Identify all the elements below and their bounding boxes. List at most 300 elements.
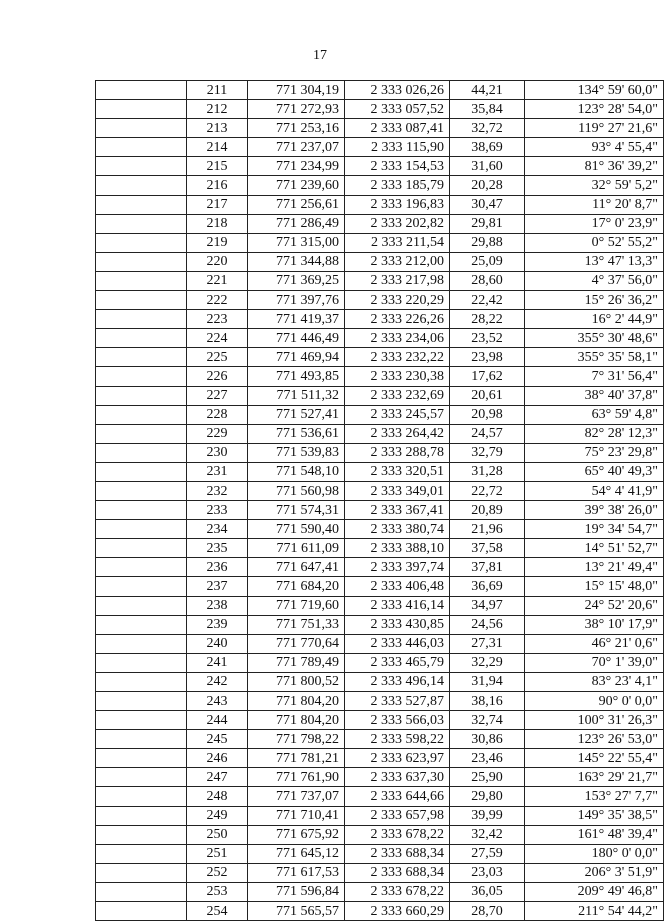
point-number-cell: 249 bbox=[187, 806, 248, 825]
x-coordinate-cell: 771 304,19 bbox=[248, 81, 345, 100]
empty-cell bbox=[96, 577, 187, 596]
x-coordinate-cell: 771 804,20 bbox=[248, 711, 345, 730]
table-row bbox=[96, 214, 664, 233]
empty-cell bbox=[96, 711, 187, 730]
x-coordinate-cell: 771 596,84 bbox=[248, 882, 345, 901]
bearing-cell: 100° 31' 26,3" bbox=[525, 711, 664, 730]
point-number-cell: 248 bbox=[187, 787, 248, 806]
y-coordinate-cell: 2 333 154,53 bbox=[345, 157, 450, 176]
point-number-cell: 254 bbox=[187, 902, 248, 921]
y-coordinate-cell: 2 333 566,03 bbox=[345, 711, 450, 730]
bearing-cell: 14° 51' 52,7" bbox=[525, 539, 664, 558]
y-coordinate-cell: 2 333 688,34 bbox=[345, 844, 450, 863]
table-row bbox=[96, 863, 664, 882]
x-coordinate-cell: 771 527,41 bbox=[248, 405, 345, 424]
bearing-cell: 90° 0' 0,0" bbox=[525, 692, 664, 711]
distance-cell: 29,88 bbox=[450, 233, 525, 252]
distance-cell: 23,46 bbox=[450, 749, 525, 768]
empty-cell bbox=[96, 501, 187, 520]
bearing-cell: 123° 28' 54,0" bbox=[525, 100, 664, 119]
table-row bbox=[96, 711, 664, 730]
distance-cell: 23,03 bbox=[450, 863, 525, 882]
x-coordinate-cell: 771 237,07 bbox=[248, 138, 345, 157]
distance-cell: 22,42 bbox=[450, 291, 525, 310]
bearing-cell: 15° 26' 36,2" bbox=[525, 291, 664, 310]
y-coordinate-cell: 2 333 688,34 bbox=[345, 863, 450, 882]
point-number-cell: 220 bbox=[187, 252, 248, 271]
point-number-cell: 230 bbox=[187, 443, 248, 462]
x-coordinate-cell: 771 539,83 bbox=[248, 443, 345, 462]
y-coordinate-cell: 2 333 217,98 bbox=[345, 271, 450, 290]
point-number-cell: 240 bbox=[187, 634, 248, 653]
empty-cell bbox=[96, 271, 187, 290]
table-row bbox=[96, 443, 664, 462]
distance-cell: 38,69 bbox=[450, 138, 525, 157]
table-row bbox=[96, 252, 664, 271]
distance-cell: 34,97 bbox=[450, 596, 525, 615]
x-coordinate-cell: 771 286,49 bbox=[248, 214, 345, 233]
distance-cell: 39,99 bbox=[450, 806, 525, 825]
bearing-cell: 38° 10' 17,9" bbox=[525, 615, 664, 634]
bearing-cell: 70° 1' 39,0" bbox=[525, 653, 664, 672]
coordinates-table-body bbox=[96, 81, 664, 921]
distance-cell: 28,70 bbox=[450, 902, 525, 921]
distance-cell: 31,94 bbox=[450, 672, 525, 691]
table-row bbox=[96, 291, 664, 310]
bearing-cell: 38° 40' 37,8" bbox=[525, 386, 664, 405]
bearing-cell: 75° 23' 29,8" bbox=[525, 443, 664, 462]
distance-cell: 32,79 bbox=[450, 443, 525, 462]
empty-cell bbox=[96, 768, 187, 787]
table-row bbox=[96, 138, 664, 157]
empty-cell bbox=[96, 520, 187, 539]
y-coordinate-cell: 2 333 220,29 bbox=[345, 291, 450, 310]
y-coordinate-cell: 2 333 230,38 bbox=[345, 367, 450, 386]
y-coordinate-cell: 2 333 623,97 bbox=[345, 749, 450, 768]
y-coordinate-cell: 2 333 234,06 bbox=[345, 329, 450, 348]
table-row bbox=[96, 844, 664, 863]
bearing-cell: 13° 47' 13,3" bbox=[525, 252, 664, 271]
y-coordinate-cell: 2 333 057,52 bbox=[345, 100, 450, 119]
empty-cell bbox=[96, 252, 187, 271]
point-number-cell: 217 bbox=[187, 195, 248, 214]
point-number-cell: 238 bbox=[187, 596, 248, 615]
empty-cell bbox=[96, 787, 187, 806]
empty-cell bbox=[96, 825, 187, 844]
bearing-cell: 161° 48' 39,4" bbox=[525, 825, 664, 844]
table-row bbox=[96, 577, 664, 596]
table-row bbox=[96, 271, 664, 290]
y-coordinate-cell: 2 333 211,54 bbox=[345, 233, 450, 252]
table-row bbox=[96, 481, 664, 500]
point-number-cell: 234 bbox=[187, 520, 248, 539]
x-coordinate-cell: 771 675,92 bbox=[248, 825, 345, 844]
bearing-cell: 24° 52' 20,6" bbox=[525, 596, 664, 615]
table-row bbox=[96, 405, 664, 424]
x-coordinate-cell: 771 761,90 bbox=[248, 768, 345, 787]
y-coordinate-cell: 2 333 678,22 bbox=[345, 825, 450, 844]
bearing-cell: 17° 0' 23,9" bbox=[525, 214, 664, 233]
distance-cell: 36,69 bbox=[450, 577, 525, 596]
distance-cell: 44,21 bbox=[450, 81, 525, 100]
empty-cell bbox=[96, 119, 187, 138]
x-coordinate-cell: 771 560,98 bbox=[248, 481, 345, 500]
point-number-cell: 253 bbox=[187, 882, 248, 901]
empty-cell bbox=[96, 902, 187, 921]
table-row bbox=[96, 806, 664, 825]
y-coordinate-cell: 2 333 349,01 bbox=[345, 481, 450, 500]
distance-cell: 28,22 bbox=[450, 310, 525, 329]
empty-cell bbox=[96, 692, 187, 711]
bearing-cell: 19° 34' 54,7" bbox=[525, 520, 664, 539]
y-coordinate-cell: 2 333 226,26 bbox=[345, 310, 450, 329]
distance-cell: 28,60 bbox=[450, 271, 525, 290]
table-row bbox=[96, 653, 664, 672]
bearing-cell: 11° 20' 8,7" bbox=[525, 195, 664, 214]
y-coordinate-cell: 2 333 416,14 bbox=[345, 596, 450, 615]
empty-cell bbox=[96, 806, 187, 825]
distance-cell: 27,31 bbox=[450, 634, 525, 653]
x-coordinate-cell: 771 647,41 bbox=[248, 558, 345, 577]
point-number-cell: 250 bbox=[187, 825, 248, 844]
x-coordinate-cell: 771 789,49 bbox=[248, 653, 345, 672]
y-coordinate-cell: 2 333 115,90 bbox=[345, 138, 450, 157]
empty-cell bbox=[96, 386, 187, 405]
empty-cell bbox=[96, 405, 187, 424]
empty-cell bbox=[96, 367, 187, 386]
distance-cell: 17,62 bbox=[450, 367, 525, 386]
empty-cell bbox=[96, 138, 187, 157]
x-coordinate-cell: 771 800,52 bbox=[248, 672, 345, 691]
y-coordinate-cell: 2 333 212,00 bbox=[345, 252, 450, 271]
x-coordinate-cell: 771 804,20 bbox=[248, 692, 345, 711]
distance-cell: 24,56 bbox=[450, 615, 525, 634]
x-coordinate-cell: 771 645,12 bbox=[248, 844, 345, 863]
point-number-cell: 243 bbox=[187, 692, 248, 711]
y-coordinate-cell: 2 333 288,78 bbox=[345, 443, 450, 462]
empty-cell bbox=[96, 596, 187, 615]
table-row bbox=[96, 615, 664, 634]
distance-cell: 30,86 bbox=[450, 730, 525, 749]
bearing-cell: 206° 3' 51,9" bbox=[525, 863, 664, 882]
table-row bbox=[96, 520, 664, 539]
point-number-cell: 214 bbox=[187, 138, 248, 157]
table-row bbox=[96, 539, 664, 558]
x-coordinate-cell: 771 719,60 bbox=[248, 596, 345, 615]
y-coordinate-cell: 2 333 232,69 bbox=[345, 386, 450, 405]
distance-cell: 30,47 bbox=[450, 195, 525, 214]
distance-cell: 36,05 bbox=[450, 882, 525, 901]
empty-cell bbox=[96, 882, 187, 901]
page-number: 17 bbox=[313, 48, 327, 63]
table-row bbox=[96, 310, 664, 329]
y-coordinate-cell: 2 333 446,03 bbox=[345, 634, 450, 653]
y-coordinate-cell: 2 333 087,41 bbox=[345, 119, 450, 138]
empty-cell bbox=[96, 348, 187, 367]
point-number-cell: 213 bbox=[187, 119, 248, 138]
y-coordinate-cell: 2 333 264,42 bbox=[345, 424, 450, 443]
table-row bbox=[96, 596, 664, 615]
point-number-cell: 236 bbox=[187, 558, 248, 577]
empty-cell bbox=[96, 462, 187, 481]
point-number-cell: 212 bbox=[187, 100, 248, 119]
y-coordinate-cell: 2 333 657,98 bbox=[345, 806, 450, 825]
table-row bbox=[96, 882, 664, 901]
x-coordinate-cell: 771 617,53 bbox=[248, 863, 345, 882]
distance-cell: 32,72 bbox=[450, 119, 525, 138]
point-number-cell: 224 bbox=[187, 329, 248, 348]
table-row bbox=[96, 462, 664, 481]
y-coordinate-cell: 2 333 637,30 bbox=[345, 768, 450, 787]
x-coordinate-cell: 771 493,85 bbox=[248, 367, 345, 386]
point-number-cell: 225 bbox=[187, 348, 248, 367]
x-coordinate-cell: 771 781,21 bbox=[248, 749, 345, 768]
x-coordinate-cell: 771 272,93 bbox=[248, 100, 345, 119]
bearing-cell: 81° 36' 39,2" bbox=[525, 157, 664, 176]
x-coordinate-cell: 771 256,61 bbox=[248, 195, 345, 214]
distance-cell: 23,98 bbox=[450, 348, 525, 367]
table-row bbox=[96, 501, 664, 520]
distance-cell: 29,81 bbox=[450, 214, 525, 233]
table-row bbox=[96, 367, 664, 386]
x-coordinate-cell: 771 511,32 bbox=[248, 386, 345, 405]
point-number-cell: 228 bbox=[187, 405, 248, 424]
point-number-cell: 219 bbox=[187, 233, 248, 252]
x-coordinate-cell: 771 684,20 bbox=[248, 577, 345, 596]
bearing-cell: 46° 21' 0,6" bbox=[525, 634, 664, 653]
bearing-cell: 54° 4' 41,9" bbox=[525, 481, 664, 500]
bearing-cell: 180° 0' 0,0" bbox=[525, 844, 664, 863]
bearing-cell: 145° 22' 55,4" bbox=[525, 749, 664, 768]
x-coordinate-cell: 771 469,94 bbox=[248, 348, 345, 367]
point-number-cell: 232 bbox=[187, 481, 248, 500]
empty-cell bbox=[96, 539, 187, 558]
bearing-cell: 63° 59' 4,8" bbox=[525, 405, 664, 424]
bearing-cell: 0° 52' 55,2" bbox=[525, 233, 664, 252]
point-number-cell: 235 bbox=[187, 539, 248, 558]
x-coordinate-cell: 771 344,88 bbox=[248, 252, 345, 271]
empty-cell bbox=[96, 749, 187, 768]
x-coordinate-cell: 771 536,61 bbox=[248, 424, 345, 443]
bearing-cell: 153° 27' 7,7" bbox=[525, 787, 664, 806]
bearing-cell: 149° 35' 38,5" bbox=[525, 806, 664, 825]
empty-cell bbox=[96, 100, 187, 119]
x-coordinate-cell: 771 611,09 bbox=[248, 539, 345, 558]
point-number-cell: 246 bbox=[187, 749, 248, 768]
bearing-cell: 123° 26' 53,0" bbox=[525, 730, 664, 749]
point-number-cell: 223 bbox=[187, 310, 248, 329]
y-coordinate-cell: 2 333 598,22 bbox=[345, 730, 450, 749]
table-row bbox=[96, 787, 664, 806]
x-coordinate-cell: 771 770,64 bbox=[248, 634, 345, 653]
point-number-cell: 221 bbox=[187, 271, 248, 290]
point-number-cell: 245 bbox=[187, 730, 248, 749]
point-number-cell: 233 bbox=[187, 501, 248, 520]
empty-cell bbox=[96, 558, 187, 577]
empty-cell bbox=[96, 176, 187, 195]
bearing-cell: 7° 31' 56,4" bbox=[525, 367, 664, 386]
point-number-cell: 251 bbox=[187, 844, 248, 863]
distance-cell: 32,74 bbox=[450, 711, 525, 730]
x-coordinate-cell: 771 751,33 bbox=[248, 615, 345, 634]
bearing-cell: 13° 21' 49,4" bbox=[525, 558, 664, 577]
x-coordinate-cell: 771 253,16 bbox=[248, 119, 345, 138]
table-row bbox=[96, 558, 664, 577]
point-number-cell: 227 bbox=[187, 386, 248, 405]
x-coordinate-cell: 771 234,99 bbox=[248, 157, 345, 176]
point-number-cell: 231 bbox=[187, 462, 248, 481]
y-coordinate-cell: 2 333 660,29 bbox=[345, 902, 450, 921]
empty-cell bbox=[96, 310, 187, 329]
empty-cell bbox=[96, 863, 187, 882]
bearing-cell: 15° 15' 48,0" bbox=[525, 577, 664, 596]
point-number-cell: 241 bbox=[187, 653, 248, 672]
bearing-cell: 119° 27' 21,6" bbox=[525, 119, 664, 138]
empty-cell bbox=[96, 634, 187, 653]
distance-cell: 31,28 bbox=[450, 462, 525, 481]
point-number-cell: 247 bbox=[187, 768, 248, 787]
y-coordinate-cell: 2 333 232,22 bbox=[345, 348, 450, 367]
table-row bbox=[96, 902, 664, 921]
y-coordinate-cell: 2 333 397,74 bbox=[345, 558, 450, 577]
point-number-cell: 226 bbox=[187, 367, 248, 386]
y-coordinate-cell: 2 333 380,74 bbox=[345, 520, 450, 539]
distance-cell: 20,61 bbox=[450, 386, 525, 405]
point-number-cell: 252 bbox=[187, 863, 248, 882]
y-coordinate-cell: 2 333 406,48 bbox=[345, 577, 450, 596]
distance-cell: 25,09 bbox=[450, 252, 525, 271]
x-coordinate-cell: 771 315,00 bbox=[248, 233, 345, 252]
point-number-cell: 242 bbox=[187, 672, 248, 691]
point-number-cell: 211 bbox=[187, 81, 248, 100]
y-coordinate-cell: 2 333 496,14 bbox=[345, 672, 450, 691]
empty-cell bbox=[96, 443, 187, 462]
empty-cell bbox=[96, 329, 187, 348]
table-row bbox=[96, 749, 664, 768]
empty-cell bbox=[96, 672, 187, 691]
bearing-cell: 65° 40' 49,3" bbox=[525, 462, 664, 481]
x-coordinate-cell: 771 574,31 bbox=[248, 501, 345, 520]
bearing-cell: 93° 4' 55,4" bbox=[525, 138, 664, 157]
empty-cell bbox=[96, 424, 187, 443]
distance-cell: 25,90 bbox=[450, 768, 525, 787]
x-coordinate-cell: 771 239,60 bbox=[248, 176, 345, 195]
table-row bbox=[96, 233, 664, 252]
bearing-cell: 16° 2' 44,9" bbox=[525, 310, 664, 329]
x-coordinate-cell: 771 548,10 bbox=[248, 462, 345, 481]
y-coordinate-cell: 2 333 527,87 bbox=[345, 692, 450, 711]
distance-cell: 37,81 bbox=[450, 558, 525, 577]
bearing-cell: 355° 35' 58,1" bbox=[525, 348, 664, 367]
bearing-cell: 211° 54' 44,2" bbox=[525, 902, 664, 921]
point-number-cell: 215 bbox=[187, 157, 248, 176]
distance-cell: 23,52 bbox=[450, 329, 525, 348]
y-coordinate-cell: 2 333 367,41 bbox=[345, 501, 450, 520]
distance-cell: 24,57 bbox=[450, 424, 525, 443]
table-row bbox=[96, 730, 664, 749]
bearing-cell: 39° 38' 26,0" bbox=[525, 501, 664, 520]
table-row bbox=[96, 672, 664, 691]
distance-cell: 20,98 bbox=[450, 405, 525, 424]
table-row bbox=[96, 329, 664, 348]
x-coordinate-cell: 771 798,22 bbox=[248, 730, 345, 749]
empty-cell bbox=[96, 157, 187, 176]
bearing-cell: 83° 23' 4,1" bbox=[525, 672, 664, 691]
point-number-cell: 237 bbox=[187, 577, 248, 596]
distance-cell: 20,89 bbox=[450, 501, 525, 520]
empty-cell bbox=[96, 233, 187, 252]
bearing-cell: 4° 37' 56,0" bbox=[525, 271, 664, 290]
x-coordinate-cell: 771 419,37 bbox=[248, 310, 345, 329]
empty-cell bbox=[96, 81, 187, 100]
distance-cell: 38,16 bbox=[450, 692, 525, 711]
y-coordinate-cell: 2 333 026,26 bbox=[345, 81, 450, 100]
x-coordinate-cell: 771 446,49 bbox=[248, 329, 345, 348]
point-number-cell: 216 bbox=[187, 176, 248, 195]
table-row bbox=[96, 119, 664, 138]
distance-cell: 29,80 bbox=[450, 787, 525, 806]
y-coordinate-cell: 2 333 465,79 bbox=[345, 653, 450, 672]
y-coordinate-cell: 2 333 678,22 bbox=[345, 882, 450, 901]
bearing-cell: 134° 59' 60,0" bbox=[525, 81, 664, 100]
empty-cell bbox=[96, 291, 187, 310]
y-coordinate-cell: 2 333 644,66 bbox=[345, 787, 450, 806]
point-number-cell: 218 bbox=[187, 214, 248, 233]
bearing-cell: 355° 30' 48,6" bbox=[525, 329, 664, 348]
distance-cell: 32,42 bbox=[450, 825, 525, 844]
y-coordinate-cell: 2 333 388,10 bbox=[345, 539, 450, 558]
bearing-cell: 32° 59' 5,2" bbox=[525, 176, 664, 195]
bearing-cell: 163° 29' 21,7" bbox=[525, 768, 664, 787]
empty-cell bbox=[96, 653, 187, 672]
distance-cell: 21,96 bbox=[450, 520, 525, 539]
bearing-cell: 82° 28' 12,3" bbox=[525, 424, 664, 443]
point-number-cell: 244 bbox=[187, 711, 248, 730]
table-row bbox=[96, 386, 664, 405]
bearing-cell: 209° 49' 46,8" bbox=[525, 882, 664, 901]
y-coordinate-cell: 2 333 245,57 bbox=[345, 405, 450, 424]
distance-cell: 20,28 bbox=[450, 176, 525, 195]
x-coordinate-cell: 771 397,76 bbox=[248, 291, 345, 310]
distance-cell: 32,29 bbox=[450, 653, 525, 672]
table-row bbox=[96, 176, 664, 195]
table-row bbox=[96, 825, 664, 844]
table-row bbox=[96, 768, 664, 787]
x-coordinate-cell: 771 710,41 bbox=[248, 806, 345, 825]
coordinates-table bbox=[95, 80, 664, 921]
table-row bbox=[96, 81, 664, 100]
table-row bbox=[96, 634, 664, 653]
empty-cell bbox=[96, 844, 187, 863]
table-row bbox=[96, 692, 664, 711]
distance-cell: 22,72 bbox=[450, 481, 525, 500]
x-coordinate-cell: 771 369,25 bbox=[248, 271, 345, 290]
y-coordinate-cell: 2 333 196,83 bbox=[345, 195, 450, 214]
y-coordinate-cell: 2 333 430,85 bbox=[345, 615, 450, 634]
distance-cell: 31,60 bbox=[450, 157, 525, 176]
table-row bbox=[96, 195, 664, 214]
point-number-cell: 239 bbox=[187, 615, 248, 634]
y-coordinate-cell: 2 333 202,82 bbox=[345, 214, 450, 233]
x-coordinate-cell: 771 565,57 bbox=[248, 902, 345, 921]
table-row bbox=[96, 157, 664, 176]
empty-cell bbox=[96, 214, 187, 233]
distance-cell: 27,59 bbox=[450, 844, 525, 863]
empty-cell bbox=[96, 730, 187, 749]
empty-cell bbox=[96, 615, 187, 634]
x-coordinate-cell: 771 737,07 bbox=[248, 787, 345, 806]
y-coordinate-cell: 2 333 320,51 bbox=[345, 462, 450, 481]
